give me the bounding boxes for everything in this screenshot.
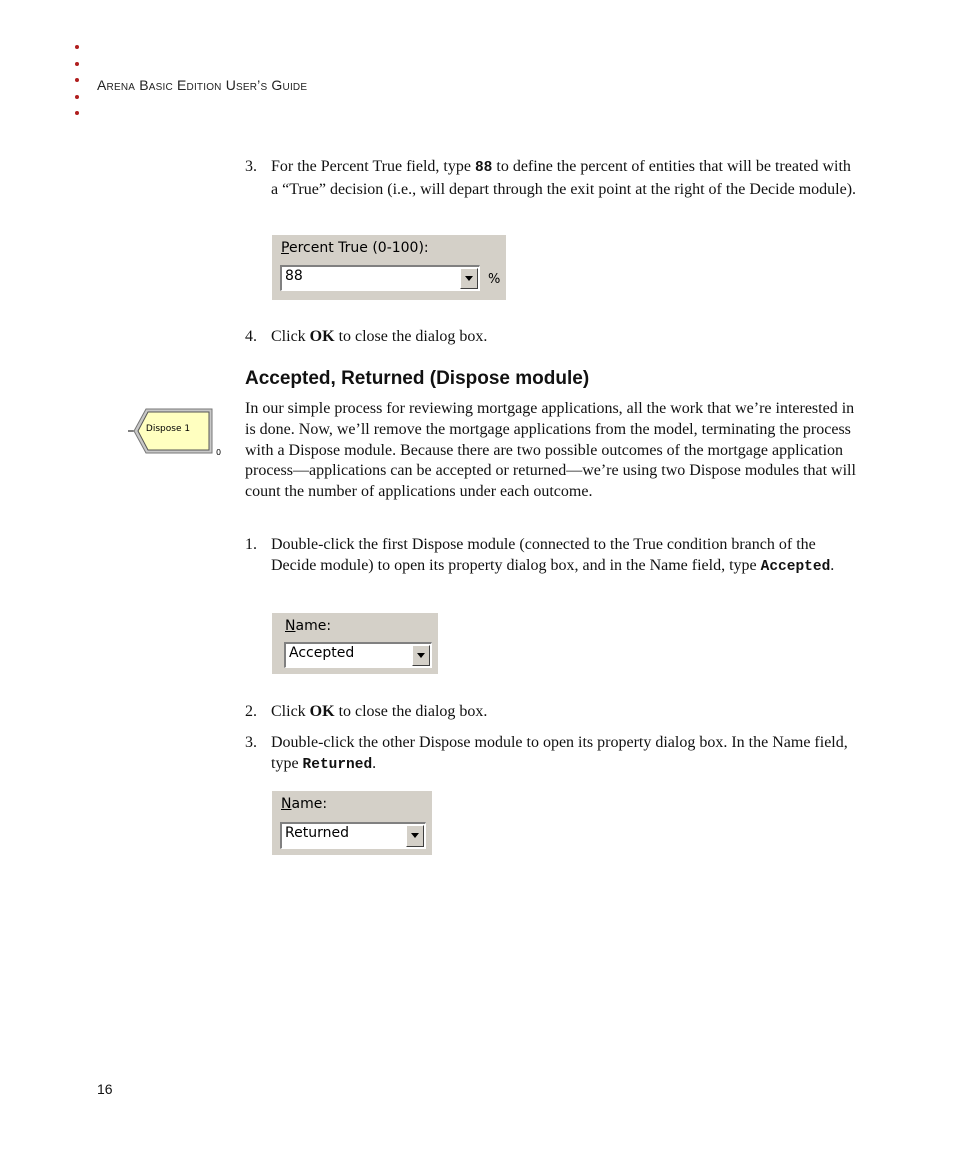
- code-value: Returned: [302, 757, 373, 773]
- name-label: Name:: [285, 618, 332, 634]
- step-text: Click OK to close the dialog box.: [271, 703, 488, 720]
- percent-true-value: 88: [285, 268, 303, 284]
- step-name-accepted: [245, 534, 857, 578]
- percent-unit: %: [488, 272, 501, 287]
- step-text: Click OK to close the dialog box.: [271, 328, 488, 345]
- step-number: 1.: [245, 536, 257, 553]
- intro-paragraph: In our simple process for reviewing mortgage applications, all the work that we’re interested in is done. Now, we’ll remove the mortgage applications from the model, terminating the process with a Dispose module. Because there are two possible outcomes of the mortgage application process—applications can be accepted or returned—we’re using two Dispose modules that will count the number of applications under each outcome.: [245, 400, 856, 501]
- name-label: Name:: [281, 796, 328, 812]
- name-dropdown-returned[interactable]: [280, 822, 426, 849]
- step-number: 2.: [245, 703, 257, 720]
- bullet-dot: [75, 78, 79, 82]
- step-text: For the Percent True field, type 88 to define the percent of entities that will be treated with a “True” decision (i.e., will depart through the exit point at the right of the Decide module).: [271, 158, 857, 198]
- name-dropdown-accepted[interactable]: [284, 642, 432, 668]
- percent-true-panel: [272, 235, 506, 300]
- step-number: 3.: [245, 734, 257, 751]
- name-panel-returned: [272, 791, 432, 855]
- step-click-ok: [245, 326, 857, 347]
- page-number: 16: [97, 1081, 113, 1097]
- step-text: Double-click the first Dispose module (connected to the True condition branch of the Decide module) to open its property dialog box, and in the Name field, type Accepted.: [271, 536, 835, 575]
- step-text: Double-click the other Dispose module to open its property dialog box. In the Name field, type Returned.: [271, 734, 848, 773]
- bullet-dot: [75, 111, 79, 115]
- code-value: Accepted: [760, 559, 831, 575]
- name-value: Accepted: [289, 645, 355, 661]
- bullet-dot: [75, 45, 79, 49]
- bullet-dot: [75, 62, 79, 66]
- step-percent-true: [245, 156, 857, 200]
- margin-bullets: [73, 45, 85, 128]
- dispose-counter: 0: [216, 448, 222, 457]
- running-head: Arena Basic Edition User’s Guide: [97, 77, 308, 93]
- name-value: Returned: [285, 825, 349, 841]
- percent-true-dropdown[interactable]: [280, 265, 480, 291]
- chevron-down-icon[interactable]: [412, 645, 430, 666]
- step-number: 4.: [245, 328, 257, 345]
- bullet-dot: [75, 95, 79, 99]
- step-number: 3.: [245, 158, 257, 175]
- section-heading: Accepted, Returned (Dispose module): [245, 368, 590, 389]
- chevron-down-icon[interactable]: [406, 825, 424, 847]
- dispose-module-label: Dispose 1: [145, 424, 191, 434]
- name-panel-accepted: [272, 613, 438, 674]
- step-name-returned: [245, 732, 857, 776]
- percent-true-label: Percent True (0-100):: [281, 240, 429, 256]
- step-click-ok-2: [245, 701, 857, 722]
- chevron-down-icon[interactable]: [460, 268, 478, 289]
- code-value: 88: [474, 160, 493, 176]
